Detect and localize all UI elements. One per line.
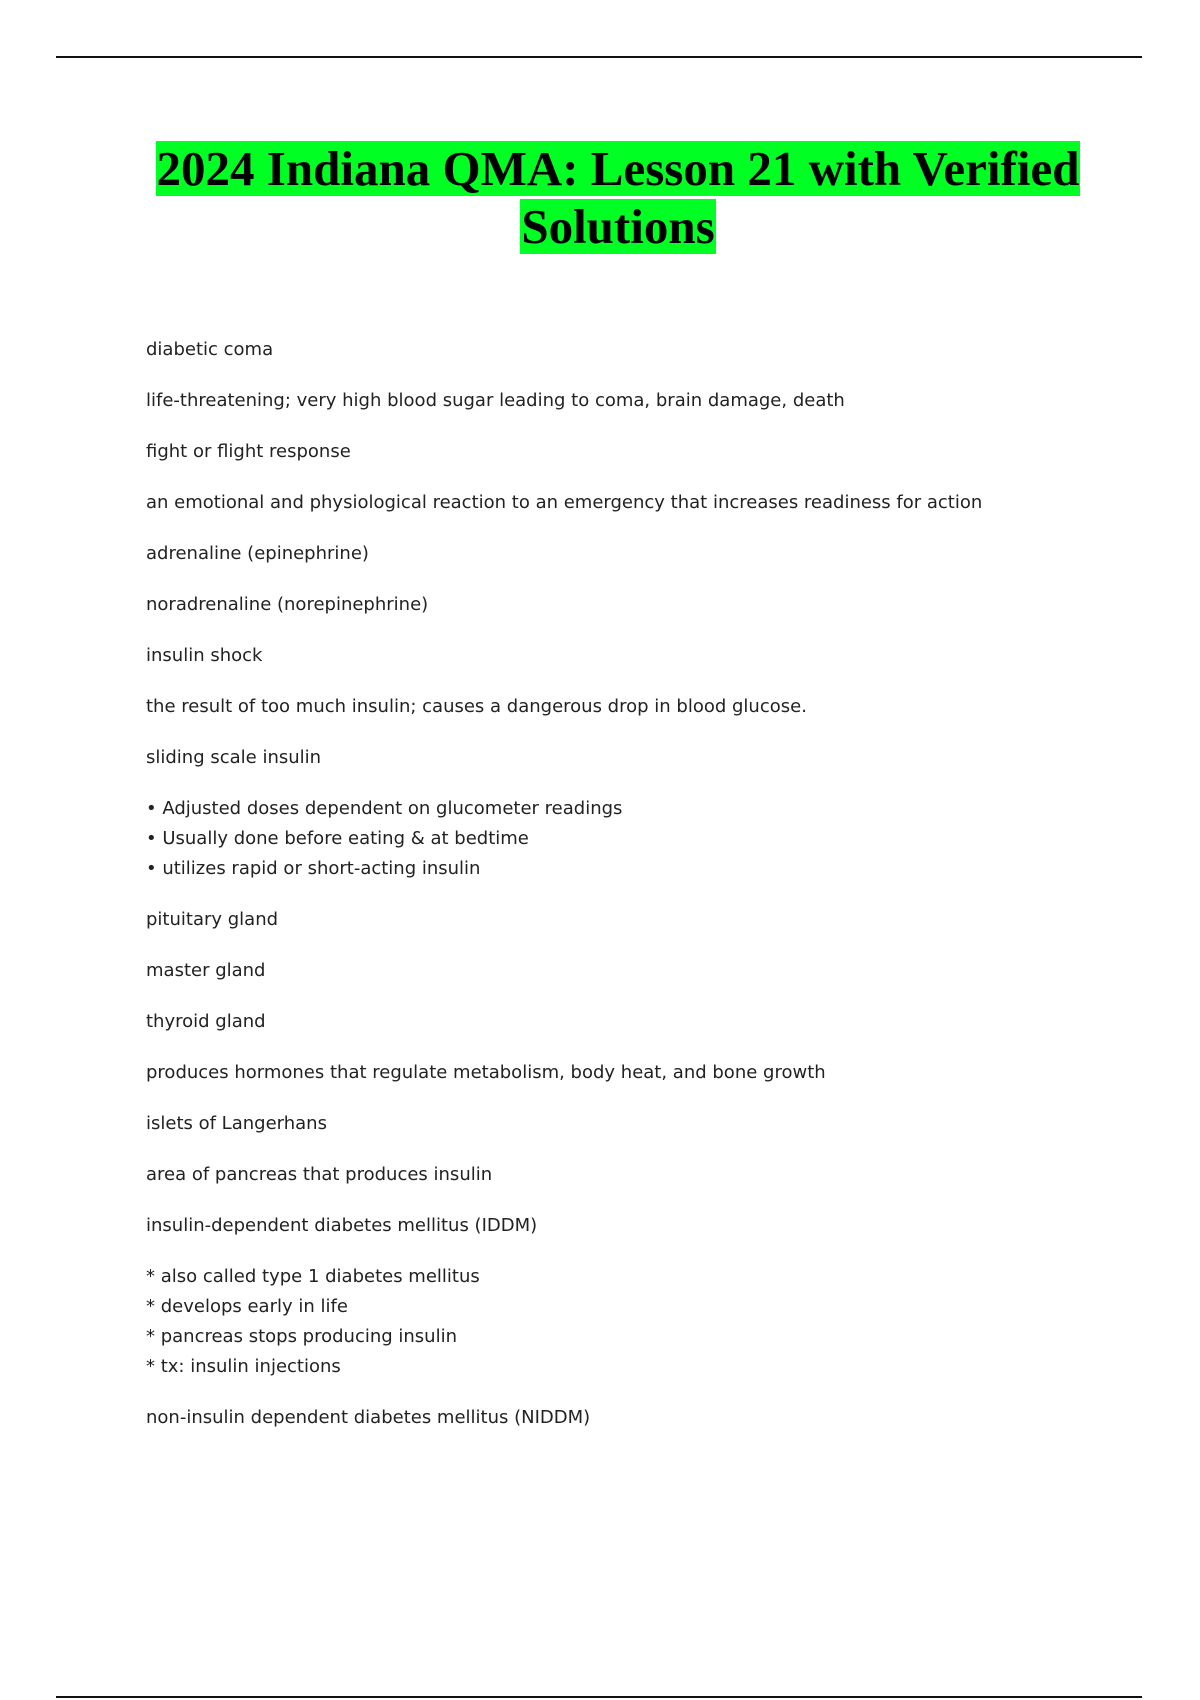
text-entry <box>146 1211 1126 1241</box>
entry-text: insulin-dependent diabetes mellitus (IDDM) <box>146 1215 538 1236</box>
entry-text: noradrenaline (norepinephrine) <box>146 594 429 615</box>
text-entry <box>146 1262 1126 1382</box>
entry-text: diabetic coma <box>146 339 274 360</box>
page-title <box>0 140 1200 256</box>
text-entry <box>146 692 1126 722</box>
title-line-1: 2024 Indiana QMA: Lesson 21 with Verified <box>156 141 1080 196</box>
entry-text: master gland <box>146 960 266 981</box>
text-entry <box>146 386 1126 416</box>
list-item: * develops early in life <box>146 1296 348 1317</box>
list-item: * tx: insulin injections <box>146 1356 341 1377</box>
text-entry <box>146 905 1126 935</box>
entry-text: life-threatening; very high blood sugar leading to coma, brain damage, death <box>146 390 845 411</box>
list-item: * also called type 1 diabetes mellitus <box>146 1266 480 1287</box>
text-entry <box>146 956 1126 986</box>
entry-text: fight or flight response <box>146 441 351 462</box>
text-entry <box>146 794 1126 884</box>
bottom-rule <box>56 1696 1142 1698</box>
entry-text: pituitary gland <box>146 909 279 930</box>
entry-text: sliding scale insulin <box>146 747 322 768</box>
text-entry <box>146 539 1126 569</box>
list-item: • Usually done before eating & at bedtime <box>146 828 529 849</box>
text-entry <box>146 488 1126 518</box>
entry-text: the result of too much insulin; causes a dangerous drop in blood glucose. <box>146 696 807 717</box>
document-body <box>146 335 1126 1454</box>
title-line-2: Solutions <box>521 199 715 254</box>
entry-text: thyroid gland <box>146 1011 266 1032</box>
text-entry <box>146 641 1126 671</box>
list-item: • utilizes rapid or short-acting insulin <box>146 858 481 879</box>
entry-text: non-insulin dependent diabetes mellitus (NIDDM) <box>146 1407 591 1428</box>
list-item: • Adjusted doses dependent on glucometer readings <box>146 798 623 819</box>
text-entry <box>146 590 1126 620</box>
top-rule <box>56 56 1142 58</box>
entry-text: islets of Langerhans <box>146 1113 327 1134</box>
text-entry <box>146 743 1126 773</box>
entry-text: produces hormones that regulate metabolism, body heat, and bone growth <box>146 1062 826 1083</box>
list-item: * pancreas stops producing insulin <box>146 1326 458 1347</box>
text-entry <box>146 1403 1126 1433</box>
text-entry <box>146 1058 1126 1088</box>
text-entry <box>146 1109 1126 1139</box>
text-entry <box>146 335 1126 365</box>
entry-text: adrenaline (epinephrine) <box>146 543 369 564</box>
text-entry <box>146 1007 1126 1037</box>
entry-text: area of pancreas that produces insulin <box>146 1164 493 1185</box>
text-entry <box>146 1160 1126 1190</box>
entry-text: insulin shock <box>146 645 263 666</box>
text-entry <box>146 437 1126 467</box>
entry-text: an emotional and physiological reaction to an emergency that increases readiness for action <box>146 492 983 513</box>
